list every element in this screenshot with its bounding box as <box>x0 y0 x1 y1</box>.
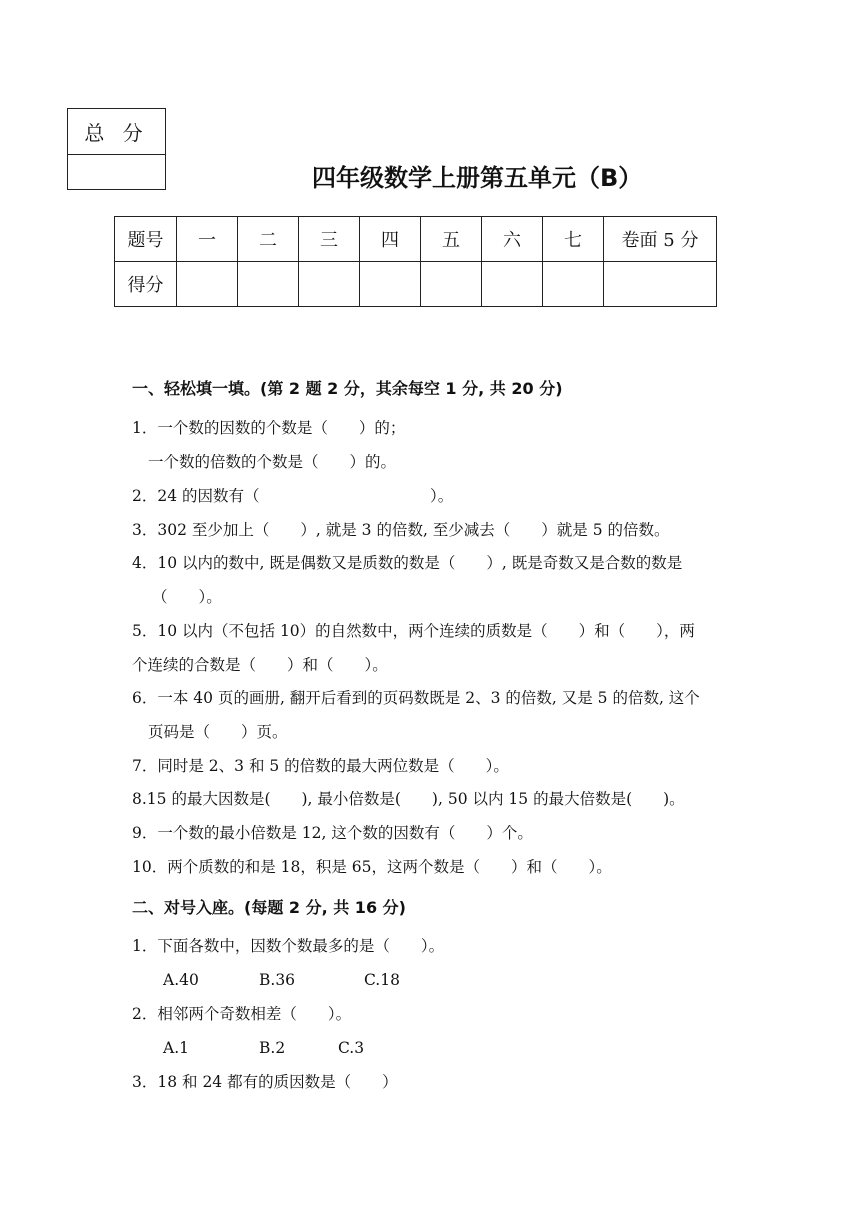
table-cell: 二 <box>238 217 299 262</box>
total-score-box <box>67 108 166 190</box>
table-cell: 三 <box>299 217 360 262</box>
question-line: （ ）。 <box>152 588 222 606</box>
score-table <box>114 216 717 307</box>
table-row <box>115 217 717 262</box>
score-input-cell[interactable] <box>543 262 604 307</box>
question-line: 8.15 的最大因数是( ), 最小倍数是( ), 50 以内 15 的最大倍数是( )。 <box>132 790 685 808</box>
score-input-cell[interactable] <box>177 262 238 307</box>
option-b: B.36 <box>259 971 296 989</box>
question-line: 页码是（ ）页。 <box>148 723 288 741</box>
question-line: 2．相邻两个奇数相差（ ）。 <box>132 1005 352 1023</box>
question-line: 10．两个质数的和是 18，积是 65，这两个数是（ ）和（ ）。 <box>132 858 612 876</box>
table-cell: 七 <box>543 217 604 262</box>
option-b: B.2 <box>259 1039 286 1057</box>
table-cell: 一 <box>177 217 238 262</box>
question-line: 6．一本 40 页的画册, 翻开后看到的页码数既是 2、3 的倍数, 又是 5 的倍数, 这个 <box>132 689 700 707</box>
question-line: 2．24 的因数有（ ）。 <box>132 487 454 505</box>
option-a: A.1 <box>163 1039 189 1057</box>
question-line: 个连续的合数是（ ）和（ ）。 <box>132 656 388 674</box>
table-cell: 四 <box>360 217 421 262</box>
page-title: 四年级数学上册第五单元（B） <box>312 164 643 192</box>
question-line: 1．一个数的因数的个数是（ ）的； <box>132 419 406 437</box>
question-line: 一个数的倍数的个数是（ ）的。 <box>148 453 397 471</box>
score-input-cell[interactable] <box>360 262 421 307</box>
question-line: 3．18 和 24 都有的质因数是（ ） <box>132 1073 398 1091</box>
table-cell: 题号 <box>115 217 177 262</box>
table-cell: 卷面 5 分 <box>604 217 717 262</box>
section2-heading: 二、对号入座。(每题 2 分, 共 16 分) <box>132 898 406 917</box>
table-cell: 五 <box>421 217 482 262</box>
option-a: A.40 <box>163 971 199 989</box>
option-c: C.18 <box>364 971 400 989</box>
question-line: 3．302 至少加上（ ）, 就是 3 的倍数, 至少减去（ ）就是 5 的倍数。 <box>132 521 670 539</box>
score-input-cell[interactable] <box>299 262 360 307</box>
table-cell: 六 <box>482 217 543 262</box>
question-line: 4．10 以内的数中, 既是偶数又是质数的数是（ ）, 既是奇数又是合数的数是 <box>132 554 683 572</box>
score-input-cell[interactable] <box>421 262 482 307</box>
score-input-cell[interactable] <box>238 262 299 307</box>
score-input-cell[interactable] <box>482 262 543 307</box>
table-cell: 得分 <box>115 262 177 307</box>
table-row <box>115 262 717 307</box>
question-line: 1．下面各数中，因数个数最多的是（ ）。 <box>132 937 445 955</box>
total-score-label: 总 分 <box>68 109 165 155</box>
section1-heading: 一、轻松填一填。(第 2 题 2 分，其余每空 1 分, 共 20 分) <box>132 379 563 398</box>
score-input-cell[interactable] <box>604 262 717 307</box>
question-line: 5．10 以内（不包括 10）的自然数中，两个连续的质数是（ ）和（ ），两 <box>132 622 695 640</box>
question-line: 9．一个数的最小倍数是 12, 这个数的因数有（ ）个。 <box>132 824 533 842</box>
option-c: C.3 <box>338 1039 365 1057</box>
question-line: 7．同时是 2、3 和 5 的倍数的最大两位数是（ ）。 <box>132 757 509 775</box>
